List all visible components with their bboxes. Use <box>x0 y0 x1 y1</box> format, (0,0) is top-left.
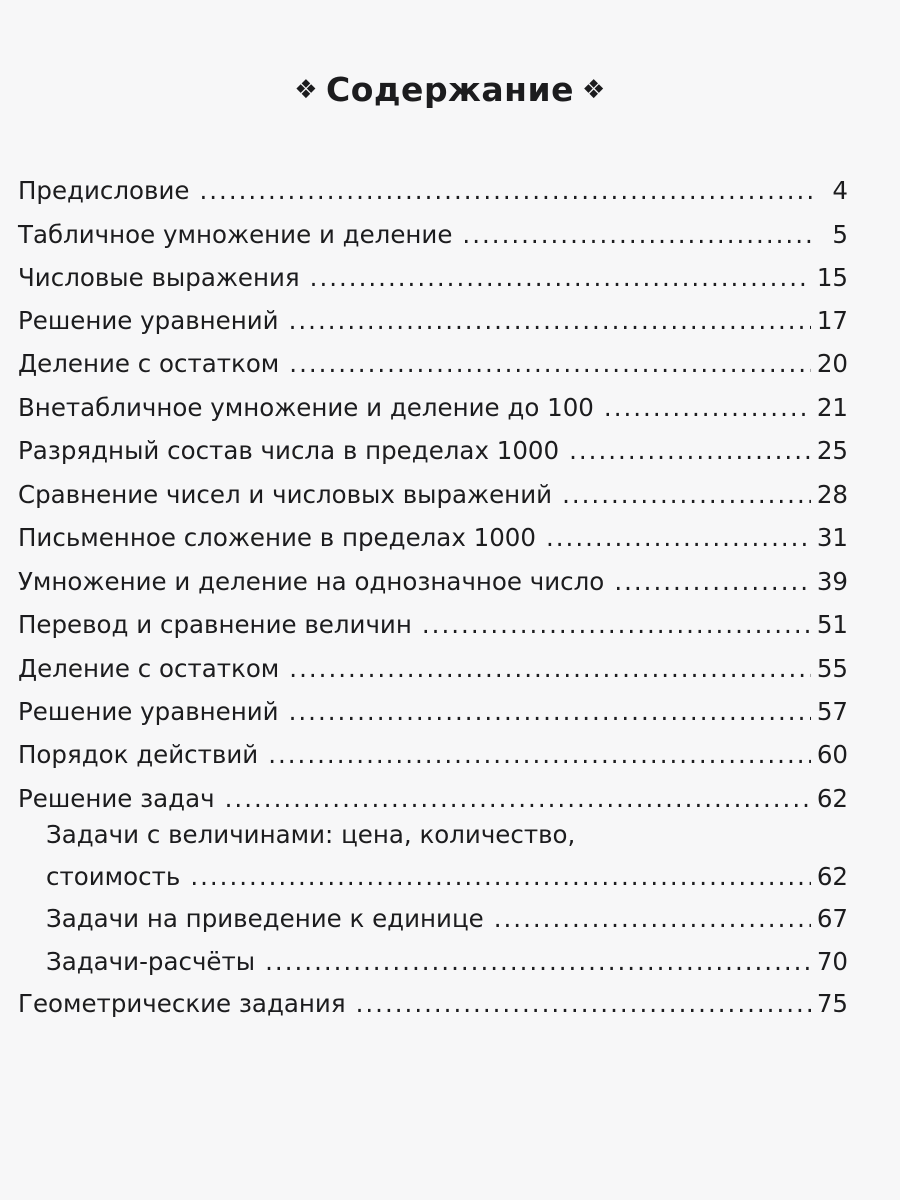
dot-leader <box>604 393 811 423</box>
toc-entry-page: 39 <box>816 567 848 596</box>
toc-entry-label: Письменное сложение в пределах 1000 <box>18 523 536 552</box>
dot-leader <box>190 862 811 892</box>
toc-entry-page: 25 <box>816 436 848 465</box>
toc-entry-label: Решение уравнений <box>18 697 279 726</box>
dot-leader <box>462 220 816 250</box>
toc-entry <box>18 379 848 423</box>
toc-entry-label: Задачи-расчёты <box>46 947 256 976</box>
toc-entry-label: Деление с остатком <box>18 654 280 683</box>
toc-entry <box>18 466 848 510</box>
toc-entry-label: Внетабличное умножение и деление до 100 <box>18 393 594 422</box>
toc-entry <box>18 640 848 684</box>
toc-entry-page: 67 <box>816 904 848 933</box>
title-text: Содержание <box>326 70 574 109</box>
toc-entry <box>18 975 848 1019</box>
toc-entry-page: 75 <box>816 989 848 1018</box>
toc-entry-page: 21 <box>816 393 848 422</box>
toc-entry-label: Предисловие <box>18 176 190 205</box>
toc-subentry <box>46 933 848 977</box>
toc-entry <box>18 162 848 206</box>
toc-entry-page: 28 <box>816 480 848 509</box>
dot-leader <box>422 610 811 640</box>
toc-entry <box>18 553 848 597</box>
toc-entry-label: стоимость <box>46 862 181 891</box>
toc-entry-label: Задачи на приведение к единице <box>46 904 484 933</box>
dot-leader <box>356 989 811 1019</box>
toc-entry-page: 51 <box>816 610 848 639</box>
toc-entry-page: 17 <box>816 306 848 335</box>
dot-leader <box>289 654 811 684</box>
toc-entry-page: 15 <box>816 263 848 292</box>
toc-entry <box>18 726 848 770</box>
toc-entry <box>18 335 848 379</box>
toc-entry-label: Решение задач <box>18 784 215 813</box>
toc-entry-page: 55 <box>816 654 848 683</box>
toc-subentry <box>46 848 848 892</box>
diamond-ornament-icon: ❖ <box>294 75 319 105</box>
dot-leader <box>614 567 811 597</box>
dot-leader <box>268 740 811 770</box>
dot-leader <box>289 349 811 379</box>
toc-entry-page: 60 <box>816 740 848 769</box>
toc-entry-page: 57 <box>816 697 848 726</box>
toc-entry-page: 31 <box>816 523 848 552</box>
toc-entry-page: 62 <box>816 784 848 813</box>
toc-entry <box>18 249 848 293</box>
toc-entry-label: Решение уравнений <box>18 306 279 335</box>
toc-entry <box>18 683 848 727</box>
toc-entry-page: 70 <box>816 947 848 976</box>
toc-entry <box>18 206 848 250</box>
diamond-ornament-icon: ❖ <box>581 75 606 105</box>
toc-subentry <box>46 890 848 934</box>
dot-leader <box>289 306 811 336</box>
toc-entry-page: 5 <box>832 220 848 249</box>
toc-entry-label: Порядок действий <box>18 740 259 769</box>
toc-entry-label: Геометрические задания <box>18 989 346 1018</box>
toc-entry-label: Разрядный состав числа в пределах 1000 <box>18 436 560 465</box>
dot-leader <box>562 480 811 510</box>
toc-entry <box>18 596 848 640</box>
toc-entry-label: Деление с остатком <box>18 349 280 378</box>
page-title <box>0 70 900 109</box>
dot-leader <box>199 176 816 206</box>
toc-entry-label: Сравнение чисел и числовых выражений <box>18 480 553 509</box>
dot-leader <box>289 697 811 727</box>
toc-entry-label: Умножение и деление на однозначное число <box>18 567 605 596</box>
toc-entry <box>18 422 848 466</box>
toc-entry <box>18 770 848 814</box>
dot-leader <box>494 904 811 934</box>
dot-leader <box>225 784 811 814</box>
dot-leader <box>310 263 811 293</box>
toc-entry <box>18 292 848 336</box>
toc-entry-label: Числовые выражения <box>18 263 300 292</box>
toc-entry-label: Перевод и сравнение величин <box>18 610 412 639</box>
toc-entry-page: 62 <box>816 862 848 891</box>
dot-leader <box>546 523 811 553</box>
dot-leader <box>265 947 811 977</box>
toc-entry-page: 20 <box>816 349 848 378</box>
toc-entry-label: Табличное умножение и деление <box>18 220 453 249</box>
dot-leader <box>569 436 811 466</box>
toc-subentry-line1 <box>46 814 848 850</box>
toc-entry-page: 4 <box>832 176 848 205</box>
toc-entry <box>18 509 848 553</box>
toc-entry-label: Задачи с величинами: цена, количество, <box>46 820 576 849</box>
